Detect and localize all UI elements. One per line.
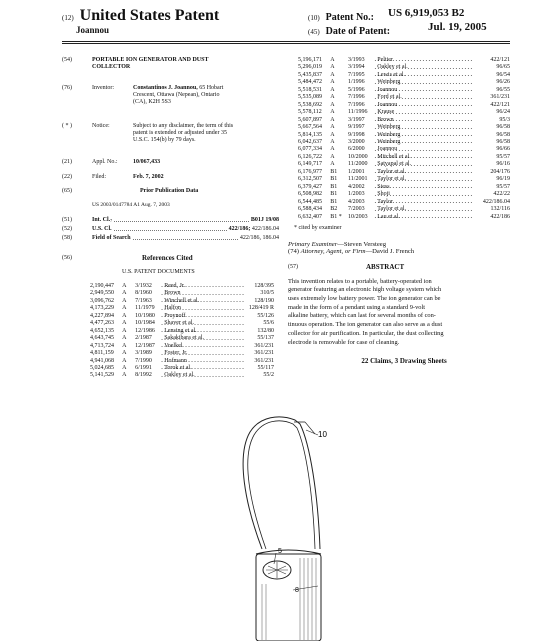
reference-class: 422/121 [490,57,510,63]
reference-kind: A [330,94,335,101]
inventor-block: Constantinos J. Joannou, 65 Hobart Crescent, Ottawa (Nepean), Ontario (CA), K2H 5S3 [133,85,224,106]
patent-date: Jul. 19, 2005 [428,21,487,33]
reference-date: 3/1989 [135,350,152,357]
reference-kind: B1 [330,168,338,175]
reference-name: Brown [160,290,245,297]
reference-kind: A [122,327,127,334]
reference-class: 96/19 [496,176,510,183]
reference-name: Lewis et al. [373,72,473,79]
reference-number: 4,811,159 [90,350,114,357]
reference-kind: A [122,372,127,379]
reference-row [298,57,510,64]
reference-date: 11/2000 [348,161,368,168]
reference-name: Taylor et al. [373,206,473,213]
reference-number: 4,643,745 [90,335,114,342]
reference-row [90,335,274,342]
reference-date: 3/1997 [348,116,365,123]
reference-number: 5,196,171 [298,57,322,63]
reference-date: 9/1998 [348,131,365,138]
reference-class: 96/58 [496,131,510,138]
reference-name: Reed, Jr. [160,283,245,290]
reference-class: 96/58 [496,138,510,145]
right-references-table [298,57,510,221]
reference-class: 361/231 [254,357,274,364]
reference-name: Oakley et al. [160,372,245,379]
reference-number: 6,544,485 [298,198,322,205]
reference-row [298,139,510,146]
reference-class: 361/231 [490,94,510,101]
reference-class: 96/26 [496,79,510,86]
reference-number: 3,096,762 [90,297,114,304]
reference-kind: A [122,312,127,319]
reference-date: 9/1997 [348,124,365,131]
reference-number: 6,379,427 [298,183,322,190]
reference-class: 204/176 [490,168,510,175]
reference-date: 10/2000 [348,153,368,160]
us-patent-documents-heading: U.S. PATENT DOCUMENTS [122,269,195,275]
reference-number: 5,296,019 [298,64,322,71]
reference-row [90,372,274,379]
reference-kind: A [122,290,127,297]
reference-name: Mitchell et al. [373,154,473,161]
date-label: Date of Patent: [325,26,391,37]
abstract-line: uses extremely low battery power. The ion generator can be [288,295,441,303]
reference-number: 6,126,722 [298,153,322,160]
reference-class: 96/16 [496,161,510,168]
reference-date: 4/2003 [348,198,365,205]
header-rule-thin [62,43,510,44]
reference-name: Winchell et al. [160,298,245,305]
reference-number: 5,607,897 [298,116,322,123]
reference-date: 10/1984 [135,320,155,327]
patent-number: US 6,919,053 B2 [388,7,465,19]
reference-number: 4,941,068 [90,357,114,364]
reference-class: 132/116 [490,206,510,213]
reference-name: Halfon [160,305,245,312]
reference-row [298,169,510,176]
reference-number: 6,176,977 [298,168,322,175]
reference-class: 96/24 [496,109,510,116]
reference-name: Brown [373,117,473,124]
reference-date: 11/1979 [135,305,155,312]
reference-row [298,64,510,71]
reference-date: 3/1932 [135,283,152,289]
reference-date: 5/1996 [348,86,365,93]
reference-name: Joannou [373,87,473,94]
pendant-drawing [200,404,400,641]
reference-class: 55/137 [257,335,274,342]
abstract-line: collector for air purification. In particular, the dust collecting [288,329,444,337]
int-cl-value: B01J 19/08 [250,217,279,223]
reference-kind: A [330,64,335,71]
reference-number: 4,173,229 [90,305,114,312]
reference-row [298,176,510,183]
reference-date: 12/1987 [135,342,155,349]
reference-row [90,343,274,350]
reference-kind: A [122,357,127,364]
label-body: 8 [295,587,299,594]
reference-name: Krause [373,109,473,116]
reference-row [90,358,274,365]
reference-kind: A [122,297,127,304]
invention-title: PORTABLE ION GENERATOR AND DUST COLLECTOR [92,57,209,71]
reference-date: 7/2003 [348,206,365,213]
reference-kind: A [122,283,127,289]
reference-kind: A [330,131,335,138]
reference-kind: A [122,305,127,312]
reference-number: 6,042,637 [298,138,322,145]
reference-row [90,290,274,297]
reference-number: 2,190,447 [90,283,114,289]
reference-kind: A [330,109,335,116]
examiner-block: * cited by examiner Primary Examiner—Steven Versteeg (74) Attorney, Agent, or Firm—David J. French (57) ABSTRACT This invention relates to a portable, battery-operated ion generator featuring an electronic high voltage system which uses extremely low battery power. The ion generator can be made in the form of a pendant using a standard 9-volt alkaline battery, which can last for several months of con- tinuous operation. The ion generator can also serve as a dust collector for air purification. In particular, the dust collecting electrode is removable for case of cleaning. 22 Claims, 3 Drawing Sheets [288,225,510,366]
reference-number: 5,141,529 [90,372,114,379]
reference-row [90,313,274,320]
reference-date: 7/1990 [135,357,152,364]
reference-kind: B2 [330,206,338,213]
reference-number: 6,312,507 [298,176,322,183]
reference-name: Oakley et al. [373,64,473,71]
reference-number: 6,077,334 [298,146,322,153]
reference-date: 3/2000 [348,138,365,145]
abstract-line: This invention relates to a portable, battery-operated ion [288,277,432,285]
reference-class: 95/57 [496,153,510,160]
field-of-search-row: Field of Search 422/186, 186.04 [92,235,279,241]
application-number: 10/067,433 [133,159,161,165]
reference-name: Weinberg [373,139,473,146]
reference-name: Shaver et al. [160,320,245,327]
reference-name: Taylor et al. [373,176,473,183]
reference-row [298,199,510,206]
reference-class: 55/117 [257,364,274,371]
reference-date: 11/2001 [348,176,368,183]
reference-row [298,191,510,198]
reference-name: Proynoff [160,313,245,320]
reference-kind: A [330,57,335,63]
reference-kind: A [330,153,335,160]
reference-kind: B1 [330,198,338,205]
field-of-search-value: 422/186, 186.04 [239,235,279,241]
reference-row [298,154,510,161]
reference-date: 3/1994 [348,64,365,71]
reference-row [90,298,274,305]
reference-name: Torok et al. [160,365,245,372]
reference-row [298,87,510,94]
left-references-table [90,283,274,380]
reference-name: Weinberg [373,124,473,131]
reference-name: Voelkel [160,343,245,350]
cited-note: * cited by examiner [294,225,342,231]
reference-class: 128/395 [254,283,274,289]
reference-class: 55/2 [263,372,274,379]
reference-name: Taylor [373,199,473,206]
reference-date: 2/1987 [135,335,152,342]
reference-date: 6/2000 [348,146,365,153]
reference-name: Weinberg [373,132,473,139]
abstract-line: generator featuring an electronic high voltage system which [288,286,442,294]
header-rule [62,41,510,42]
reference-class: 96/54 [496,71,510,78]
reference-row [298,109,510,116]
reference-kind: B1 [330,191,338,198]
reference-kind: A [330,101,335,108]
reference-name: Joannou [373,102,473,109]
reference-number: 5,435,837 [298,71,322,78]
prior-publication: US 2003/0147784 A1 Aug. 7, 2003 [92,202,170,208]
reference-date: 8/1992 [135,372,152,379]
reference-date: 12/1986 [135,327,155,334]
reference-name: Siess [373,184,473,191]
reference-number: 4,477,263 [90,320,114,327]
reference-name: Sakakibara et al. [160,335,245,342]
label-vent: 5 [278,548,282,555]
reference-name: Lau et al. [373,214,473,221]
reference-name: Hofmann [160,358,245,365]
reference-row [298,79,510,86]
notice-text: Subject to any disclaimer, the term of this patent is extended or adjusted under 35 U.S.C. 154(b) by 79 days. [133,123,234,144]
reference-name: Joannou [373,146,473,153]
reference-kind: A [330,79,335,86]
reference-row [298,184,510,191]
reference-class: 55/6 [263,320,274,327]
reference-row [298,102,510,109]
reference-date: 8/1960 [135,290,152,297]
reference-class: 422/186.04 [482,198,510,205]
reference-class: 422/186 [490,213,510,220]
reference-row [90,365,274,372]
reference-name: Weinberg [373,79,473,86]
us-cl-value: 422/186; [228,226,251,232]
reference-number: 5,538,692 [298,101,322,108]
reference-class: 361/231 [254,342,274,349]
reference-number: 4,713,724 [90,342,114,349]
reference-row [298,117,510,124]
reference-class: 132/80 [257,327,274,334]
reference-row [298,161,510,168]
prior-publication-heading: Prior Publication Data [140,188,199,194]
reference-row [90,320,274,327]
reference-class: 361/231 [254,350,274,357]
reference-kind: B1 * [330,213,342,220]
reference-number: 5,518,531 [298,86,322,93]
reference-number: 5,814,135 [298,131,322,138]
reference-kind: A [122,335,127,342]
reference-date: 10/2003 [348,213,368,220]
reference-number: 4,227,894 [90,312,114,319]
document-title: United States Patent [79,7,220,24]
cord-outline [243,417,320,549]
reference-class: 310/5 [260,290,274,297]
filed-date: Feb. 7, 2002 [133,174,164,180]
reference-kind: A [330,146,335,153]
reference-date: 7/1963 [135,297,152,304]
reference-class: 55/126 [257,312,274,319]
reference-kind: A [330,71,335,78]
abstract-line: electrode is removable for case of cleaning. [288,338,400,346]
reference-date: 1/2001 [348,168,365,175]
reference-number: 2,949,550 [90,290,114,297]
reference-kind: A [122,320,127,327]
abstract-text [288,278,510,348]
reference-number: 5,578,112 [298,109,322,116]
reference-name: Shoji [373,191,473,198]
patent-header: (12) United States Patent Joannou (10) Patent No.: US 6,919,053 B2 (45) Date of Patent: Jul. 19, 2005 [62,7,487,37]
reference-class: 128/190 [254,297,274,304]
reference-number: 6,149,717 [298,161,322,168]
reference-class: 95/3 [499,116,510,123]
inventor-name: Constantinos J. Joannou, [133,85,198,91]
reference-kind: B1 [330,176,338,183]
reference-number: 5,484,472 [298,79,322,86]
cord-inner [248,421,315,549]
reference-kind: A [330,86,335,93]
reference-name: Taylor et al. [373,169,473,176]
us-cl-row: U.S. Cl. 422/186; 422/186.04 [92,226,279,232]
reference-kind: A [122,350,127,357]
patent-no-label: Patent No.: [325,12,374,23]
abstract-line: alkaline battery, which can last for several months of con- [288,312,436,320]
reference-row [298,124,510,131]
reference-date: 7/1996 [348,101,365,108]
reference-date: 6/1991 [135,364,152,371]
reference-row [90,328,274,335]
reference-name: Peltier [373,57,473,64]
reference-date: 1/2003 [348,191,365,198]
attorney-name: David J. French [372,248,415,256]
reference-kind: A [330,116,335,123]
reference-date: 7/1995 [348,71,365,78]
reference-date: 4/2002 [348,183,365,190]
label-cord: 10 [318,430,327,439]
reference-kind: A [330,124,335,131]
reference-number: 6,508,982 [298,191,322,198]
reference-class: 96/66 [496,146,510,153]
reference-kind: A [330,138,335,145]
reference-class: 128/419 R [248,305,274,312]
abstract-heading: ABSTRACT [366,262,405,271]
reference-number: 6,632,407 [298,213,322,220]
reference-row [90,305,274,312]
reference-row [298,214,510,221]
abstract-line: tinuous operation. The ion generator can also serve as a dust [288,321,443,329]
reference-row [90,283,274,290]
reference-date: 10/1980 [135,312,155,319]
kind-code: (12) [62,14,74,22]
reference-name: Ford et al. [373,94,473,101]
reference-kind: A [122,342,127,349]
reference-class: 96/58 [496,124,510,131]
reference-row [298,72,510,79]
reference-date: 7/1996 [348,94,365,101]
reference-number: 5,535,089 [298,94,322,101]
reference-number: 6,588,434 [298,206,322,213]
reference-date: 3/1993 [348,57,365,63]
inventor-short: Joannou [76,25,110,35]
reference-kind: A [330,161,335,168]
reference-row [90,350,274,357]
reference-class: 96/55 [496,86,510,93]
reference-kind: A [122,364,127,371]
reference-class: 95/57 [496,183,510,190]
reference-date: 1/1996 [348,79,365,86]
int-cl-row: Int. Cl. 7 B01J 19/08 [92,217,279,223]
reference-number: 4,652,135 [90,327,114,334]
reference-kind: B1 [330,183,338,190]
reference-row [298,94,510,101]
reference-row [298,132,510,139]
reference-name: Satyapal et al. [373,161,473,168]
reference-number: 5,667,564 [298,124,322,131]
reference-name: Lensing et al. [160,328,245,335]
reference-date: 11/1996 [348,109,368,116]
abstract-line: made in the form of a pendant using a standard 9-volt [288,303,426,311]
references-heading: References Cited [142,254,193,262]
reference-row [298,206,510,213]
reference-number: 5,024,685 [90,364,114,371]
reference-class: 422/22 [493,191,510,198]
reference-class: 96/65 [496,64,510,71]
examiner-name: Steven Versteeg [343,241,387,249]
reference-name: Foster, Jr. [160,350,245,357]
reference-row [298,146,510,153]
reference-class: 422/121 [490,101,510,108]
claims-summary: 22 Claims, 3 Drawing Sheets [361,357,447,366]
